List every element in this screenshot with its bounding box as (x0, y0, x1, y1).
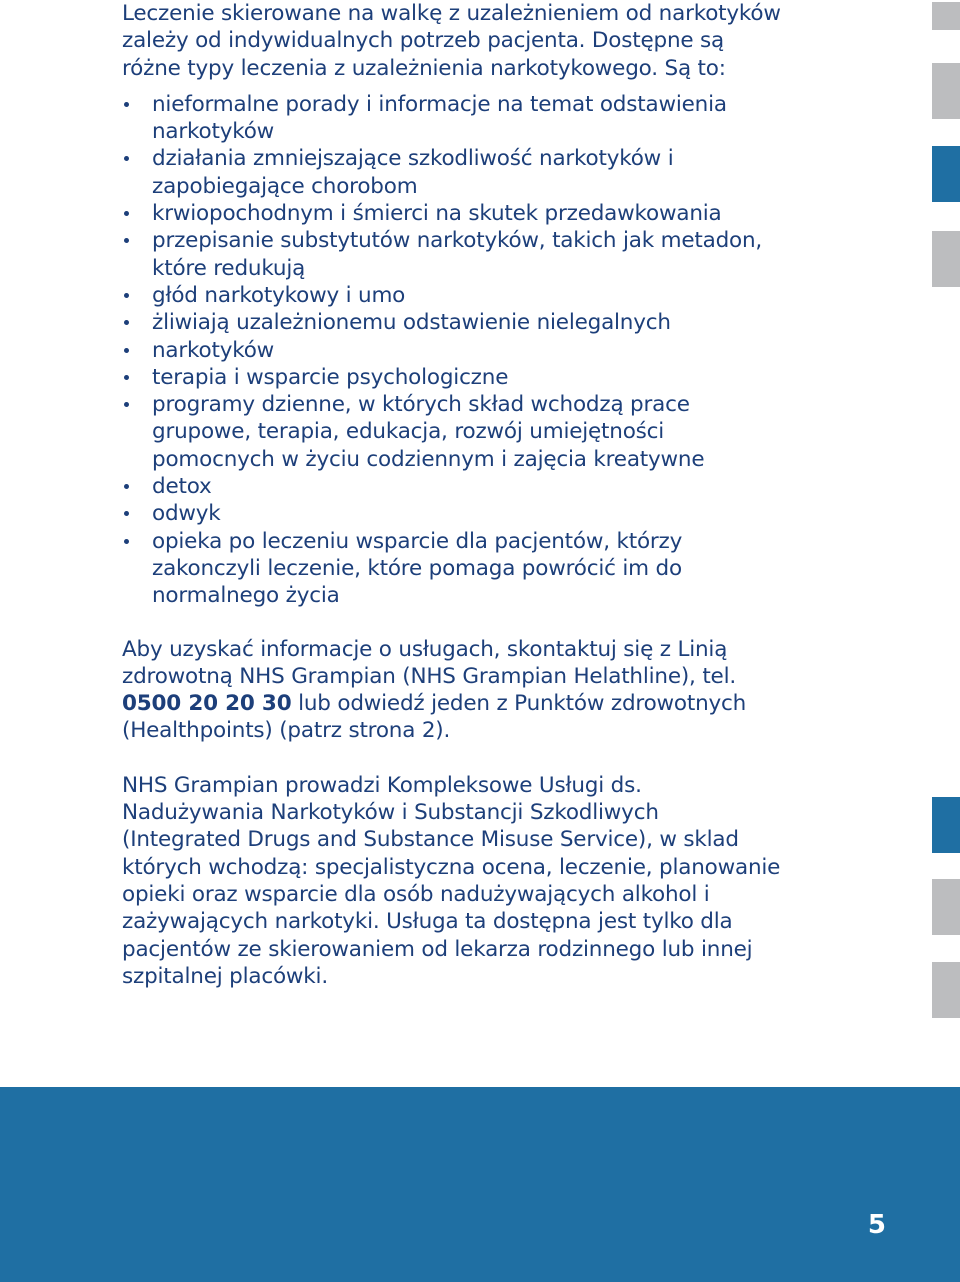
list-item (122, 282, 782, 309)
bullet-icon (124, 293, 129, 298)
list-item-text: żliwiają uzależnionemu odstawienie nielegalnych (152, 310, 671, 336)
contact-text: Aby uzyskać informacje o usługach, skontaktuj się z Linią zdrowotną NHS Grampian (NHS Grampian Helathline), tel. (122, 636, 736, 689)
list-item (122, 309, 782, 336)
bullet-icon (124, 348, 129, 353)
side-tab-blue (932, 146, 960, 202)
list-item (122, 364, 782, 391)
bullet-icon (124, 102, 129, 107)
phone-number: 0500 20 20 30 (122, 691, 292, 717)
list-item (122, 145, 782, 200)
list-item-text: działania zmniejszające szkodliwość narkotyków i zapobiegające chorobom (152, 146, 674, 199)
list-item (122, 91, 782, 146)
page-number: 5 (867, 1210, 886, 1240)
treatment-list (122, 91, 782, 610)
list-item-text: nieformalne porady i informacje na temat odstawienia narkotyków (152, 91, 727, 145)
side-tab-grey (932, 231, 960, 287)
list-item-text: narkotyków (152, 337, 275, 363)
side-tab-blue (932, 797, 960, 853)
service-paragraph: NHS Grampian prowadzi Kompleksowe Usługi ds. Nadużywania Narkotyków i Substancji Szkodliwych (Integrated Drugs and Substance Misuse Service), w sklad których wchodzą: specjalistyczna ocena, leczenie, planowanie opieki oraz wsparcie dla osób nadużywających alkohol i zażywających narkotyki. Usługa ta dostępna jest tylko dla pacjentów ze skierowaniem od lekarza rodzinnego lub innej szpitalnej placówki. (122, 772, 781, 989)
footer-band (0, 1087, 960, 1282)
list-item-text: krwiopochodnym i śmierci na skutek przedawkowania (152, 201, 722, 227)
bullet-icon (124, 375, 129, 380)
list-item-text: terapia i wsparcie psychologiczne (152, 364, 509, 390)
bullet-icon (124, 238, 129, 243)
bullet-icon (124, 539, 129, 544)
list-item (122, 337, 782, 364)
bullet-icon (124, 156, 129, 161)
list-item (122, 473, 782, 500)
list-item (122, 391, 782, 473)
list-item-text: przepisanie substytutów narkotyków, takich jak metadon, które redukują (152, 228, 763, 281)
list-item-text: programy dzienne, w których skład wchodzą prace grupowe, terapia, edukacja, rozwój umiejętności pomocnych w życiu codziennym i zajęcia kreatywne (152, 392, 705, 472)
bullet-icon (124, 402, 129, 407)
bullet-icon (124, 484, 129, 489)
list-item-text: detox (152, 474, 212, 500)
main-content (122, 0, 782, 990)
contact-text-after: lub odwiedź jeden z Punktów zdrowotnych (Healthpoints) (patrz strona 2). (122, 691, 747, 744)
list-item-text: opieka po leczeniu wsparcie dla pacjentów, którzy zakonczyli leczenie, które pomaga powrócić im do normalnego życia (152, 528, 683, 609)
side-tab-grey (932, 2, 960, 30)
list-item (122, 200, 782, 227)
side-tab-grey (932, 879, 960, 935)
bullet-icon (124, 320, 129, 325)
side-tab-grey (932, 63, 960, 119)
contact-paragraph (122, 636, 782, 745)
list-item (122, 500, 782, 527)
list-item-text: odwyk (152, 501, 221, 527)
intro-paragraph: Leczenie skierowane na walkę z uzależnieniem od narkotyków zależy od indywidualnych potrzeb pacjenta. Dostępne są różne typy leczenia z uzależnienia narkotykowego. Są to: (122, 1, 781, 81)
list-item (122, 528, 782, 610)
bullet-icon (124, 211, 129, 216)
list-item-text: głód narkotykowy i umo (152, 282, 406, 308)
side-tab-grey (932, 962, 960, 1018)
bullet-icon (124, 511, 129, 516)
list-item (122, 227, 782, 282)
